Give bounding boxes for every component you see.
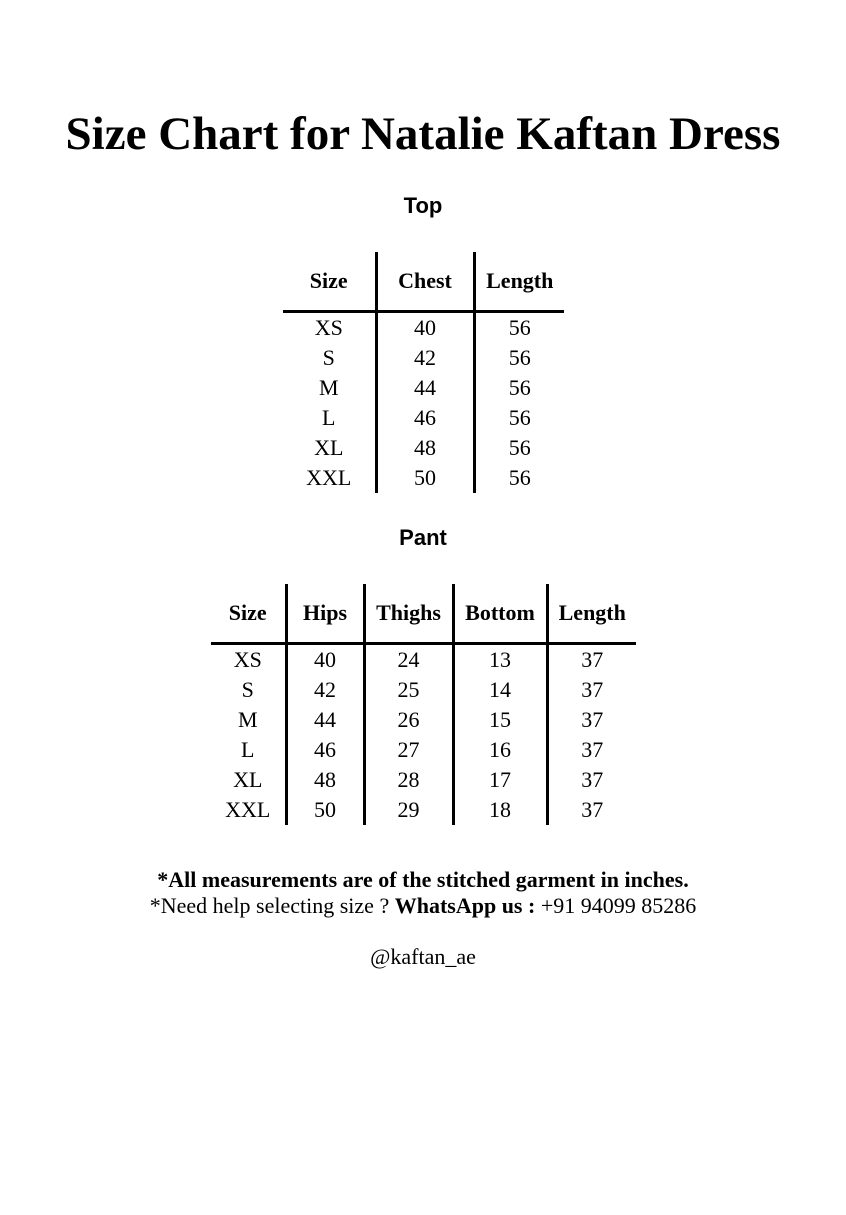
pant-cell-hips: 46 — [286, 735, 364, 765]
top-cell-length: 56 — [474, 463, 564, 493]
pant-cell-hips: 50 — [286, 795, 364, 825]
pant-cell-length: 37 — [547, 795, 636, 825]
pant-cell-size: XS — [233, 647, 262, 672]
pant-header-hips: Hips — [286, 584, 364, 644]
measurement-note: *All measurements are of the stitched garment in inches. — [157, 867, 689, 892]
table-row — [283, 373, 564, 403]
top-cell-size: XS — [314, 315, 343, 340]
table-row — [283, 463, 564, 493]
top-cell-chest: 48 — [376, 433, 474, 463]
table-row — [211, 705, 636, 735]
whatsapp-phone: +91 94099 85286 — [535, 893, 697, 918]
top-cell-size: M — [318, 375, 339, 400]
pant-cell-length: 37 — [547, 735, 636, 765]
pant-cell-thighs: 26 — [364, 705, 453, 735]
pant-cell-size: XXL — [225, 797, 271, 822]
table-row — [211, 795, 636, 825]
top-cell-chest: 46 — [376, 403, 474, 433]
pant-cell-bottom: 13 — [453, 644, 547, 676]
top-cell-length: 56 — [474, 373, 564, 403]
top-header-chest: Chest — [376, 252, 474, 312]
top-cell-chest: 50 — [376, 463, 474, 493]
pant-cell-hips: 48 — [286, 765, 364, 795]
table-row — [283, 312, 564, 344]
help-prefix: *Need help selecting size ? — [149, 893, 395, 918]
pant-size-table — [211, 584, 636, 825]
top-cell-size: XXL — [306, 465, 352, 490]
table-row — [211, 735, 636, 765]
pant-header-thighs: Thighs — [364, 584, 453, 644]
top-cell-size: L — [322, 405, 336, 430]
pant-cell-bottom: 16 — [453, 735, 547, 765]
top-cell-chest: 44 — [376, 373, 474, 403]
top-cell-length: 56 — [474, 312, 564, 344]
pant-cell-hips: 40 — [286, 644, 364, 676]
pant-cell-bottom: 18 — [453, 795, 547, 825]
top-section-title: Top — [403, 193, 443, 218]
top-cell-size: XL — [314, 435, 344, 460]
table-row — [283, 403, 564, 433]
whatsapp-label: WhatsApp us : — [394, 893, 536, 918]
pant-cell-size: XL — [233, 767, 263, 792]
table-row — [283, 433, 564, 463]
pant-cell-size: L — [241, 737, 255, 762]
table-row — [211, 675, 636, 705]
social-handle: @kaftan_ae — [370, 944, 476, 969]
pant-cell-length: 37 — [547, 644, 636, 676]
page-title: Size Chart for Natalie Kaftan Dress — [65, 108, 781, 160]
pant-cell-thighs: 24 — [364, 644, 453, 676]
pant-cell-thighs: 29 — [364, 795, 453, 825]
pant-header-length: Length — [547, 584, 636, 644]
top-header-row — [283, 252, 564, 312]
top-cell-length: 56 — [474, 343, 564, 373]
top-header-size: Size — [283, 252, 376, 312]
pant-cell-length: 37 — [547, 705, 636, 735]
table-row — [211, 765, 636, 795]
pant-cell-bottom: 14 — [453, 675, 547, 705]
pant-cell-size: S — [241, 677, 254, 702]
pant-cell-thighs: 27 — [364, 735, 453, 765]
top-cell-length: 56 — [474, 403, 564, 433]
pant-header-size: Size — [211, 584, 286, 644]
pant-cell-length: 37 — [547, 675, 636, 705]
table-row — [283, 343, 564, 373]
pant-cell-thighs: 28 — [364, 765, 453, 795]
help-note — [0, 892, 846, 920]
top-size-table — [283, 252, 564, 493]
top-cell-length: 56 — [474, 433, 564, 463]
top-cell-chest: 42 — [376, 343, 474, 373]
pant-cell-length: 37 — [547, 765, 636, 795]
pant-cell-hips: 44 — [286, 705, 364, 735]
pant-cell-bottom: 15 — [453, 705, 547, 735]
pant-header-row — [211, 584, 636, 644]
top-header-length: Length — [474, 252, 564, 312]
pant-section-title: Pant — [399, 525, 447, 550]
top-cell-size: S — [322, 345, 335, 370]
pant-cell-bottom: 17 — [453, 765, 547, 795]
pant-header-bottom: Bottom — [453, 584, 547, 644]
pant-cell-hips: 42 — [286, 675, 364, 705]
top-cell-chest: 40 — [376, 312, 474, 344]
pant-cell-size: M — [237, 707, 258, 732]
pant-cell-thighs: 25 — [364, 675, 453, 705]
table-row — [211, 644, 636, 676]
